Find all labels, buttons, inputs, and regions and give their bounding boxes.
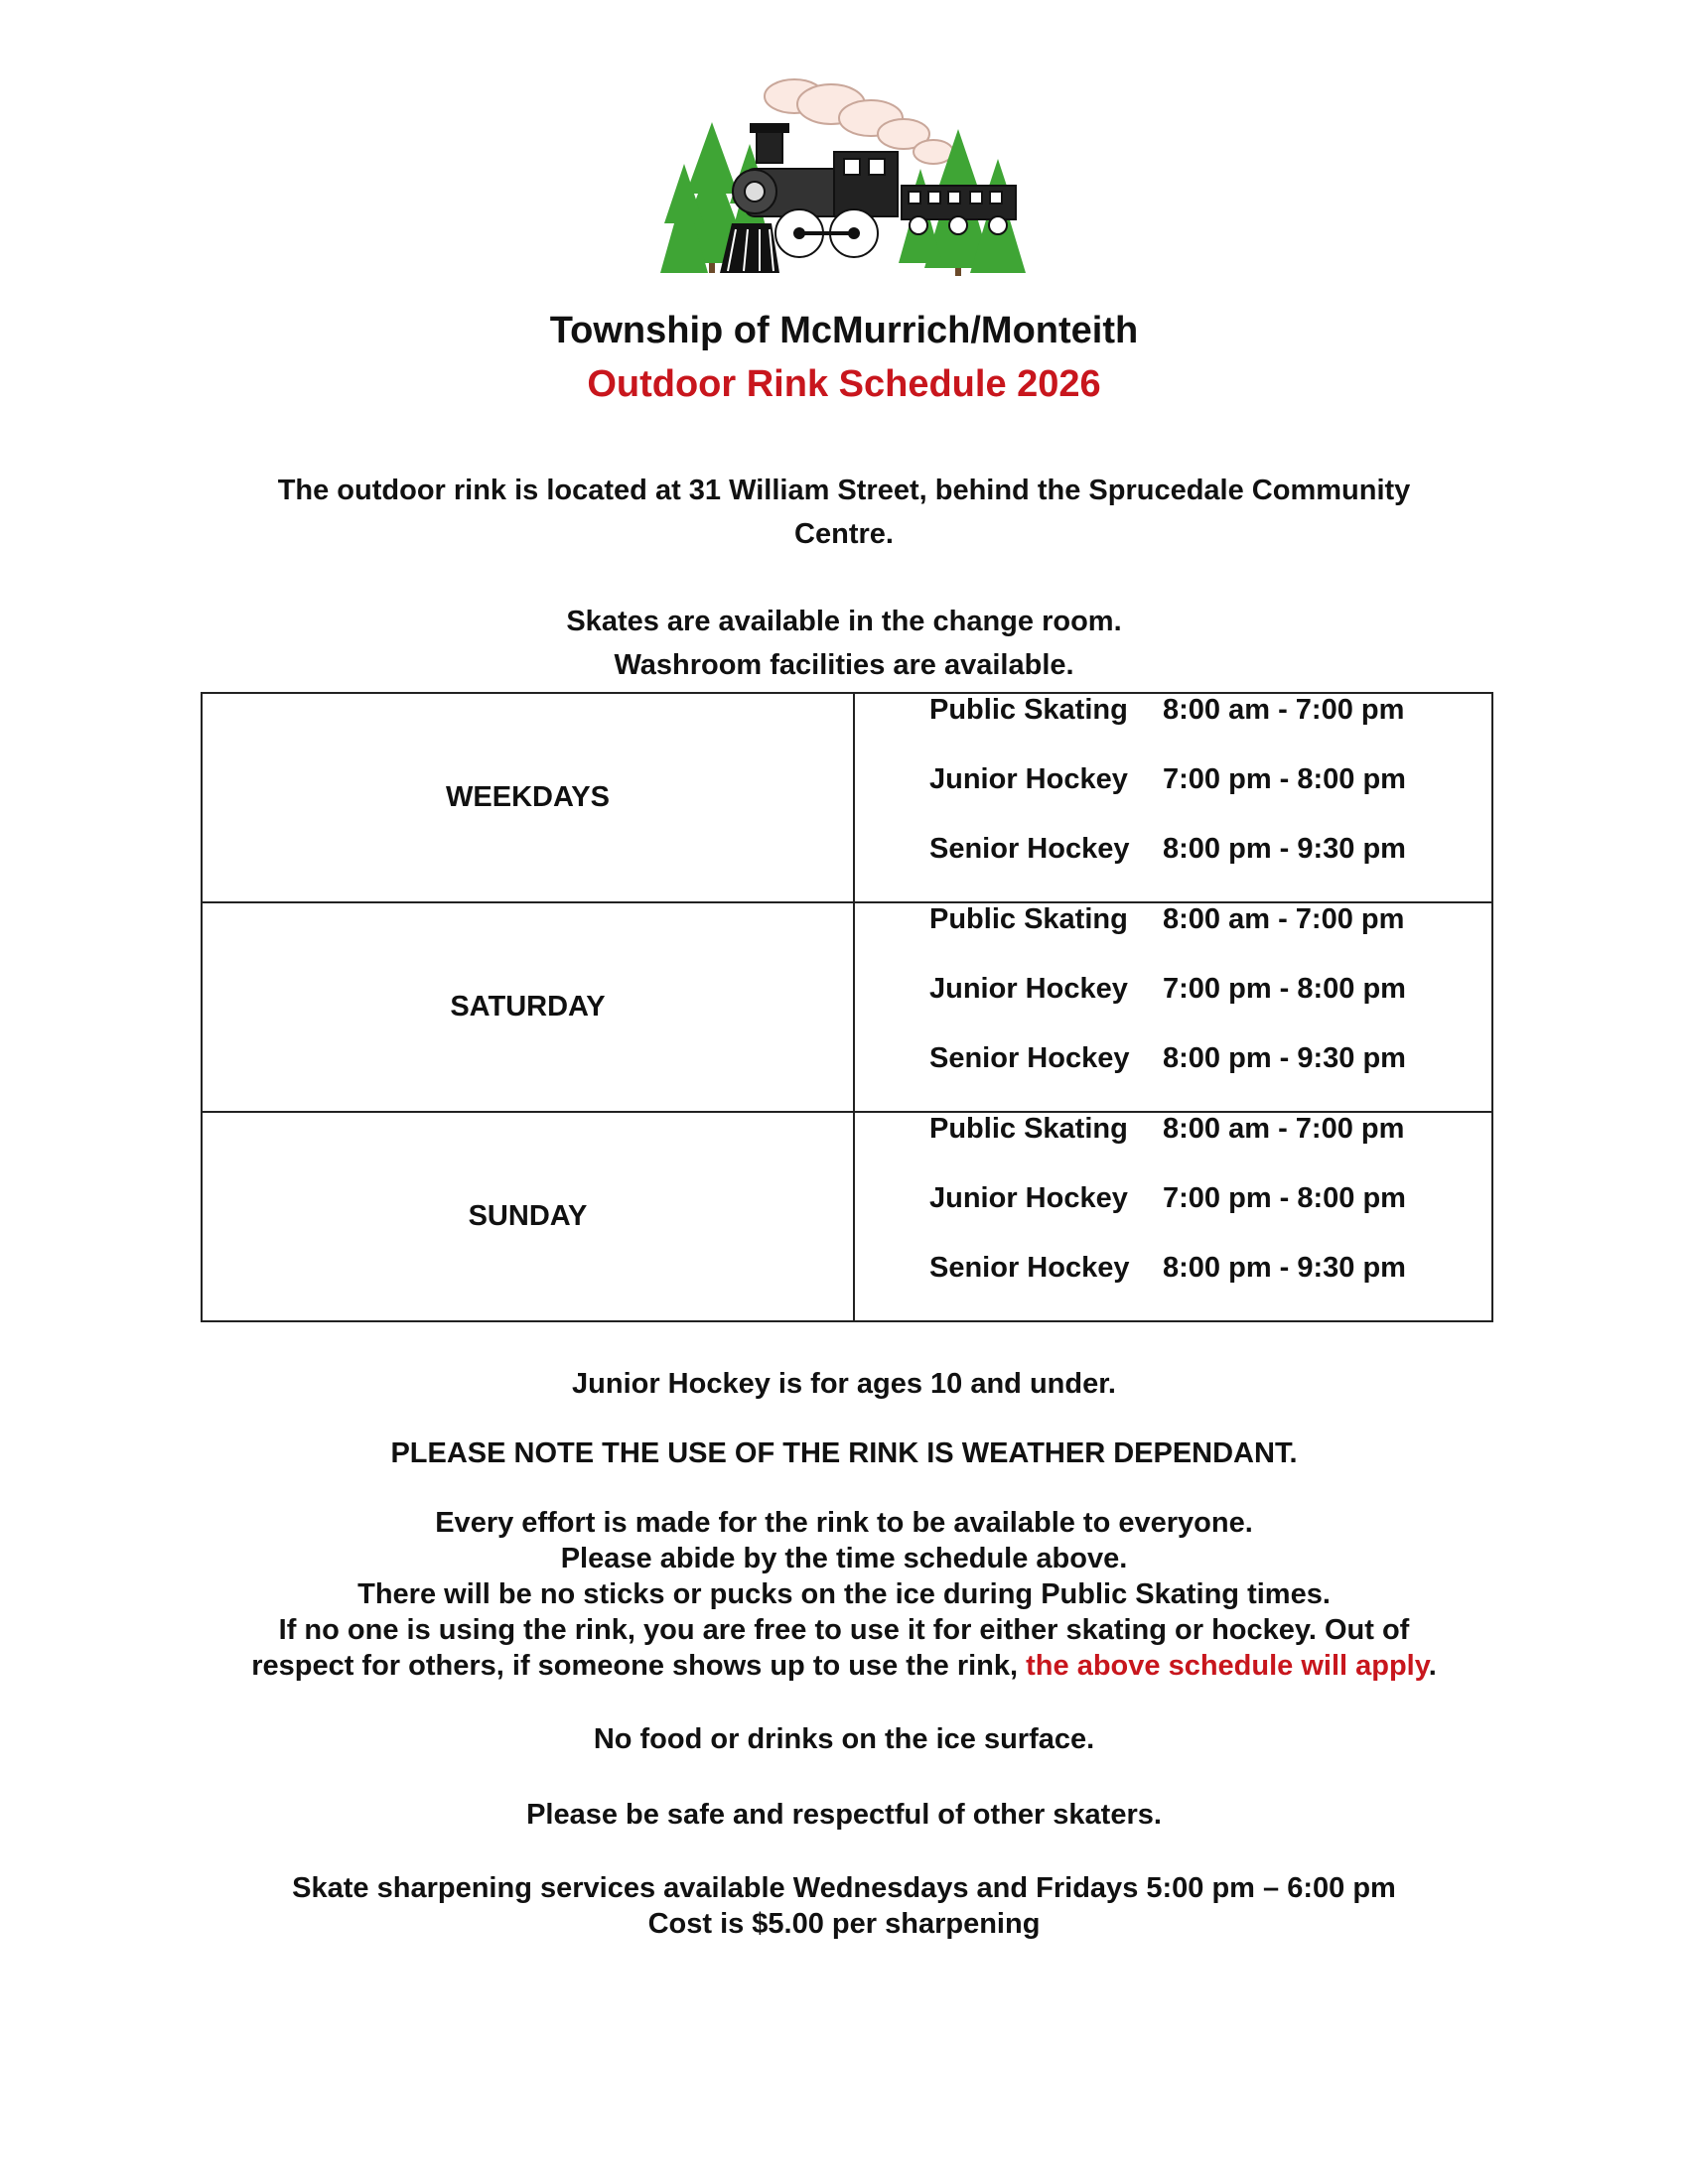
- washroom-note: Washroom facilities are available.: [614, 649, 1074, 681]
- train-and-trees-logo: [660, 74, 1028, 288]
- abide-note: Please abide by the time schedule above.: [560, 1543, 1128, 1574]
- slot: [929, 833, 1406, 866]
- schedule-row-weekdays: [202, 693, 1492, 902]
- slot: [929, 1042, 1406, 1075]
- slot-activity: Public Skating: [929, 1113, 1128, 1145]
- slot-time: 7:00 pm - 8:00 pm: [1163, 973, 1406, 1005]
- junior-age-note: Junior Hockey is for ages 10 and under.: [572, 1368, 1116, 1400]
- slot: [929, 903, 1404, 936]
- slot: [929, 1182, 1406, 1215]
- location-note: [199, 469, 1489, 556]
- slot-activity: Junior Hockey: [929, 763, 1128, 795]
- slot-list: [854, 1112, 1492, 1321]
- respect-note-highlight: the above schedule will apply: [1026, 1650, 1429, 1682]
- no-sticks-note: There will be no sticks or pucks on the ice during Public Skating times.: [357, 1578, 1331, 1610]
- skates-note: Skates are available in the change room.: [566, 606, 1122, 637]
- weather-warning: PLEASE NOTE THE USE OF THE RINK IS WEATHER DEPENDANT.: [390, 1437, 1298, 1469]
- slot-time: 8:00 pm - 9:30 pm: [1163, 1252, 1406, 1284]
- page-subtitle: Outdoor Rink Schedule 2026: [587, 363, 1101, 405]
- slot-activity: Public Skating: [929, 694, 1128, 726]
- location-line-2: Centre.: [794, 518, 894, 550]
- slot: [929, 973, 1406, 1006]
- respect-note-prefix: respect for others, if someone shows up to use the rink,: [251, 1650, 1027, 1682]
- no-food-note: No food or drinks on the ice surface.: [593, 1723, 1095, 1755]
- slot-activity: Junior Hockey: [929, 973, 1128, 1005]
- free-use-note: If no one is using the rink, you are free to use it for either skating or hockey. Out of: [278, 1614, 1410, 1646]
- rink-rules: [199, 1505, 1489, 1684]
- slot: [929, 1113, 1404, 1146]
- location-line-1: The outdoor rink is located at 31 William Street, behind the Sprucedale Community: [277, 475, 1411, 506]
- amenities-note: [199, 600, 1489, 687]
- slot-activity: Junior Hockey: [929, 1182, 1128, 1214]
- effort-note: Every effort is made for the rink to be available to everyone.: [435, 1507, 1253, 1539]
- slot-activity: Senior Hockey: [929, 1252, 1130, 1284]
- slot-activity: Senior Hockey: [929, 1042, 1130, 1074]
- slot-time: 8:00 am - 7:00 pm: [1163, 1113, 1405, 1145]
- slot-time: 7:00 pm - 8:00 pm: [1163, 763, 1406, 795]
- day-label: WEEKDAYS: [202, 693, 854, 902]
- safety-note: Please be safe and respectful of other skaters.: [526, 1799, 1162, 1831]
- day-label: SATURDAY: [202, 902, 854, 1112]
- respect-note-suffix: .: [1428, 1650, 1437, 1682]
- slot-time: 8:00 am - 7:00 pm: [1163, 694, 1405, 726]
- slot-time: 7:00 pm - 8:00 pm: [1163, 1182, 1406, 1214]
- slot-activity: Public Skating: [929, 903, 1128, 935]
- day-label: SUNDAY: [202, 1112, 854, 1321]
- schedule-row-sunday: [202, 1112, 1492, 1321]
- slot-list: [854, 693, 1492, 902]
- slot-list: [854, 902, 1492, 1112]
- slot-activity: Senior Hockey: [929, 833, 1130, 865]
- slot: [929, 763, 1406, 796]
- schedule-row-saturday: [202, 902, 1492, 1112]
- slot: [929, 1252, 1406, 1285]
- slot-time: 8:00 pm - 9:30 pm: [1163, 833, 1406, 865]
- sharpening-cost: Cost is $5.00 per sharpening: [647, 1908, 1041, 1940]
- sharpening-info: [199, 1870, 1489, 1942]
- sharpening-hours: Skate sharpening services available Wednesdays and Fridays 5:00 pm – 6:00 pm: [292, 1872, 1396, 1904]
- page-title: Township of McMurrich/Monteith: [549, 310, 1139, 351]
- schedule-table: [201, 692, 1493, 1322]
- slot: [929, 694, 1404, 727]
- slot-time: 8:00 am - 7:00 pm: [1163, 903, 1405, 935]
- slot-time: 8:00 pm - 9:30 pm: [1163, 1042, 1406, 1074]
